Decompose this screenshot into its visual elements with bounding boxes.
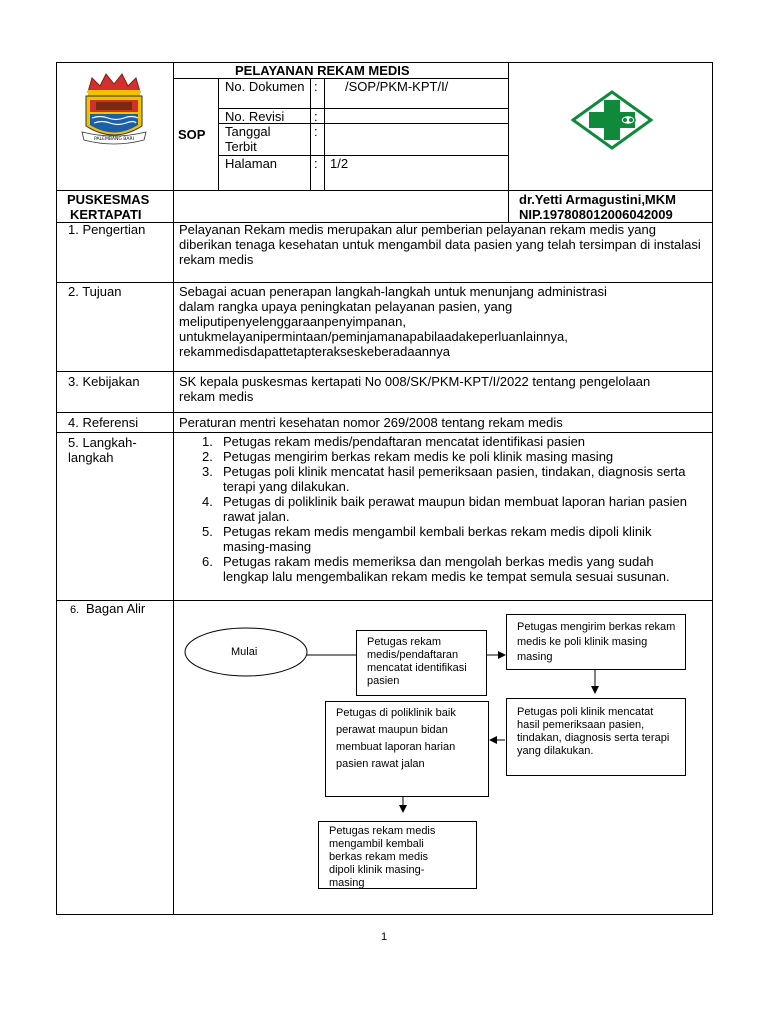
field-sep: : [314, 79, 318, 94]
signer-nip: NIP.197808012006042009 [519, 207, 673, 222]
signer-name: dr.Yetti Armagustini,MKM [519, 192, 676, 207]
flow-node-5: Petugas rekam medis mengambil kembali berkas rekam medis dipoli klinik masing-masing [318, 821, 477, 889]
flow-node-4: Petugas di poliklinik baik perawat maupun bidan membuat laporan harian pasien rawat jalan [325, 701, 489, 797]
logo-city-text: PALEMBANG BARI [94, 137, 134, 142]
tujuan-line: untukmelayanipermintaan/peminjamanapabilaadakeperluanlainnya, [179, 329, 568, 344]
section-label-referensi: 4. Referensi [68, 415, 139, 430]
flow-node-1: Petugas rekam medis/pendaftaran mencatat identifikasi pasien [356, 630, 487, 696]
page-number: 1 [381, 931, 388, 943]
tujuan-line: rekammedisdapattetapterakseskeberadaannya [179, 344, 451, 359]
section-text-pengertian: Pelayanan Rekam medis merupakan alur pemberian pelayanan rekam medis yang diberikan tenaga kesehatan untuk mengambil data pasien yang telah tersimpan di instalasi rekam medis [179, 222, 701, 267]
tujuan-line: Sebagai acuan penerapan langkah-langkah untuk menunjang administrasi [179, 284, 607, 299]
field-value-no-dokumen: /SOP/PKM-KPT/I/ [345, 79, 449, 94]
flow-node-3: Petugas poli klinik mencatat hasil pemeriksaan pasien, tindakan, diagnosis serta terapi yang dilakukan. [506, 698, 686, 776]
field-sep: : [314, 124, 318, 139]
flow-node-2: Petugas mengirim berkas rekam medis ke poli klinik masing masing [506, 614, 686, 670]
section-label-bagan: Bagan Alir [86, 601, 146, 616]
section-text-kebijakan: SK kepala puskesmas kertapati No 008/SK/PKM-KPT/I/2022 tentang pengelolaan rekam medis [179, 374, 651, 404]
section-label-pengertian: 1. Pengertian [68, 222, 146, 237]
tujuan-line: meliputipenyelenggaraanpenyimpanan, [179, 314, 406, 329]
step-item: 3. Petugas poli klinik mencatat hasil pemeriksaan pasien, tindakan, diagnosis serta terapi yang dilakukan. [202, 464, 686, 494]
org-name-line2: KERTAPATI [70, 207, 142, 222]
step-item: 2. Petugas mengirim berkas rekam medis ke poli klinik masing masing [202, 449, 614, 464]
section-text-referensi: Peraturan mentri kesehatan nomor 269/2008 tentang rekam medis [179, 415, 563, 430]
step-item: 1. Petugas rekam medis/pendaftaran mencatat identifikasi pasien [202, 434, 586, 449]
section-label-tujuan: 2. Tujuan [68, 284, 122, 299]
field-label-no-dokumen: No. Dokumen [225, 79, 305, 94]
section-label-langkah: 5. Langkah-langkah [68, 435, 137, 465]
step-item: 5. Petugas rekam medis mengambil kembali berkas rekam medis dipoli klinik masing-masing [202, 524, 652, 554]
field-sep: : [314, 109, 318, 124]
step-item: 4. Petugas di poliklinik baik perawat maupun bidan membuat laporan harian pasien rawat jalan. [202, 494, 687, 524]
section-label-kebijakan: 3. Kebijakan [68, 374, 140, 389]
step-item: 6. Petugas rakam medis memeriksa dan mengolah berkas medis yang sudah lengkap lalu mengembalikan rekam medis ke tempat semula sesuai susunan. [202, 554, 670, 584]
flow-start-label: Mulai [231, 646, 258, 658]
sop-label: SOP [178, 127, 206, 142]
org-name-line1: PUSKESMAS [67, 192, 150, 207]
tujuan-line: dalam rangka upaya peningkatan pelayanan pasien, yang [179, 299, 513, 314]
document-title: PELAYANAN REKAM MEDIS [235, 63, 410, 78]
field-sep: : [314, 156, 318, 171]
field-label-tanggal-terbit: Tanggal Terbit [225, 124, 271, 154]
field-label-no-revisi: No. Revisi [225, 109, 285, 124]
field-label-halaman: Halaman [225, 156, 278, 171]
section-num-bagan: 6. [70, 604, 80, 616]
field-value-halaman: 1/2 [330, 156, 349, 171]
